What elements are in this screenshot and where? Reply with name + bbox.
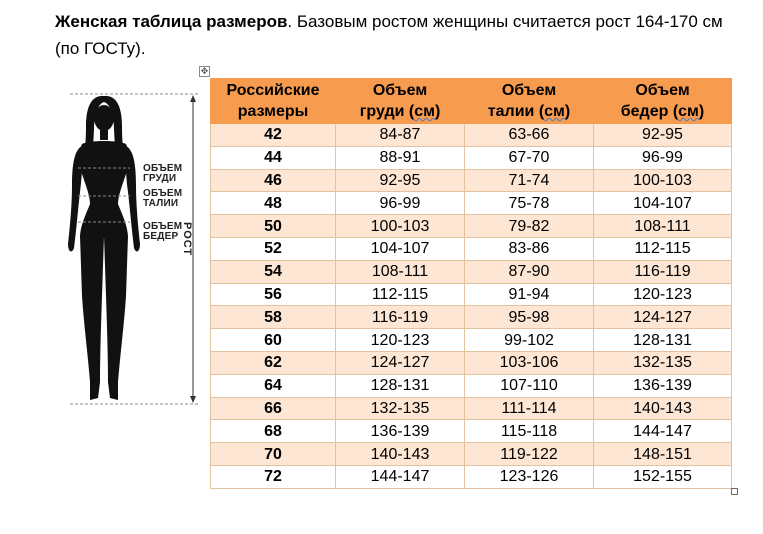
header-size-line2: размеры: [237, 103, 309, 120]
cell-size: 50: [211, 215, 336, 238]
header-waist-line1: Объем: [501, 82, 557, 99]
cell-hips: 112-115: [594, 237, 732, 260]
cell-hips: 96-99: [594, 146, 732, 169]
resize-square-icon[interactable]: [731, 488, 738, 495]
cell-size: 72: [211, 465, 336, 488]
cell-size: 62: [211, 351, 336, 374]
cell-bust: 92-95: [336, 169, 465, 192]
waist-label-line2: ТАЛИИ: [143, 198, 179, 209]
table-row: [211, 124, 732, 147]
move-arrows-icon[interactable]: ✥: [200, 66, 209, 76]
table-row: [211, 329, 732, 352]
cell-hips: 136-139: [594, 374, 732, 397]
cell-waist: 111-114: [465, 397, 594, 420]
cell-waist: 71-74: [465, 169, 594, 192]
cell-waist: 95-98: [465, 306, 594, 329]
table-row: [211, 397, 732, 420]
cell-size: 68: [211, 420, 336, 443]
table-row: [211, 351, 732, 374]
cell-bust: 144-147: [336, 465, 465, 488]
spellcheck-underline: см: [414, 103, 435, 120]
bust-label-line2: ГРУДИ: [143, 173, 177, 184]
header-waist: [465, 79, 594, 124]
table-row: [211, 215, 732, 238]
hips-label: [143, 222, 182, 242]
table-row: [211, 420, 732, 443]
table-row: [211, 169, 732, 192]
table-row: [211, 283, 732, 306]
table-row: [211, 465, 732, 488]
table-row: [211, 443, 732, 466]
header-hips-line1: Объем: [635, 82, 690, 99]
header-bust-line2: груди (см): [359, 103, 441, 120]
cell-size: 56: [211, 283, 336, 306]
cell-hips: 104-107: [594, 192, 732, 215]
cell-hips: 92-95: [594, 124, 732, 147]
header-size: [211, 79, 336, 124]
intro-description: . Базовым ростом женщины считается рост 164-170 см (по ГОСТу).: [55, 12, 723, 58]
height-label: РОСТ: [181, 222, 193, 257]
table-row: [211, 374, 732, 397]
cell-bust: 124-127: [336, 351, 465, 374]
cell-bust: 96-99: [336, 192, 465, 215]
cell-hips: 144-147: [594, 420, 732, 443]
header-bust-line1: Объем: [372, 82, 428, 99]
header-hips-line2: бедер (см): [620, 103, 705, 120]
cell-hips: 152-155: [594, 465, 732, 488]
cell-hips: 108-111: [594, 215, 732, 238]
cell-hips: 100-103: [594, 169, 732, 192]
cell-bust: 104-107: [336, 237, 465, 260]
cell-waist: 83-86: [465, 237, 594, 260]
cell-size: 58: [211, 306, 336, 329]
cell-size: 48: [211, 192, 336, 215]
table-row: [211, 237, 732, 260]
cell-bust: 88-91: [336, 146, 465, 169]
cell-size: 44: [211, 146, 336, 169]
bust-label: [143, 164, 182, 184]
cell-bust: 132-135: [336, 397, 465, 420]
table-body: [211, 124, 732, 489]
header-size-line1: Российские: [226, 82, 320, 99]
cell-waist: 119-122: [465, 443, 594, 466]
bust-label-line1: ОБЪЕМ: [143, 163, 183, 174]
cell-waist: 91-94: [465, 283, 594, 306]
header-hips: [594, 79, 732, 124]
cell-size: 54: [211, 260, 336, 283]
cell-waist: 99-102: [465, 329, 594, 352]
cell-hips: 148-151: [594, 443, 732, 466]
cell-bust: 112-115: [336, 283, 465, 306]
spellcheck-underline: см: [678, 103, 699, 120]
cell-size: 60: [211, 329, 336, 352]
cell-waist: 63-66: [465, 124, 594, 147]
table-row: [211, 192, 732, 215]
cell-bust: 84-87: [336, 124, 465, 147]
cell-waist: 75-78: [465, 192, 594, 215]
cell-waist: 79-82: [465, 215, 594, 238]
table-row: [211, 146, 732, 169]
intro-text: [55, 8, 745, 62]
cell-size: 52: [211, 237, 336, 260]
cell-hips: 120-123: [594, 283, 732, 306]
cell-waist: 67-70: [465, 146, 594, 169]
cell-size: 42: [211, 124, 336, 147]
cell-bust: 100-103: [336, 215, 465, 238]
cell-hips: 132-135: [594, 351, 732, 374]
cell-waist: 103-106: [465, 351, 594, 374]
cell-size: 70: [211, 443, 336, 466]
table-header-row: [211, 79, 732, 124]
cell-size: 46: [211, 169, 336, 192]
table-row: [211, 260, 732, 283]
cell-bust: 140-143: [336, 443, 465, 466]
cell-size: 66: [211, 397, 336, 420]
cell-hips: 116-119: [594, 260, 732, 283]
cell-waist: 115-118: [465, 420, 594, 443]
header-bust: [336, 79, 465, 124]
cell-bust: 128-131: [336, 374, 465, 397]
cell-waist: 107-110: [465, 374, 594, 397]
table-row: [211, 306, 732, 329]
waist-label-line1: ОБЪЕМ: [143, 188, 183, 199]
cell-hips: 140-143: [594, 397, 732, 420]
header-waist-line2: талии (см): [487, 103, 571, 120]
hips-label-line1: ОБЪЕМ: [143, 221, 183, 232]
intro-title: Женская таблица размеров: [55, 12, 288, 31]
hips-label-line2: БЕДЕР: [143, 231, 179, 242]
waist-label: [143, 189, 182, 209]
cell-bust: 116-119: [336, 306, 465, 329]
cell-size: 64: [211, 374, 336, 397]
cell-waist: 123-126: [465, 465, 594, 488]
spellcheck-underline: см: [544, 103, 565, 120]
cell-bust: 108-111: [336, 260, 465, 283]
cell-hips: 128-131: [594, 329, 732, 352]
cell-bust: 120-123: [336, 329, 465, 352]
cell-hips: 124-127: [594, 306, 732, 329]
cell-bust: 136-139: [336, 420, 465, 443]
size-table: [210, 78, 732, 489]
cell-waist: 87-90: [465, 260, 594, 283]
